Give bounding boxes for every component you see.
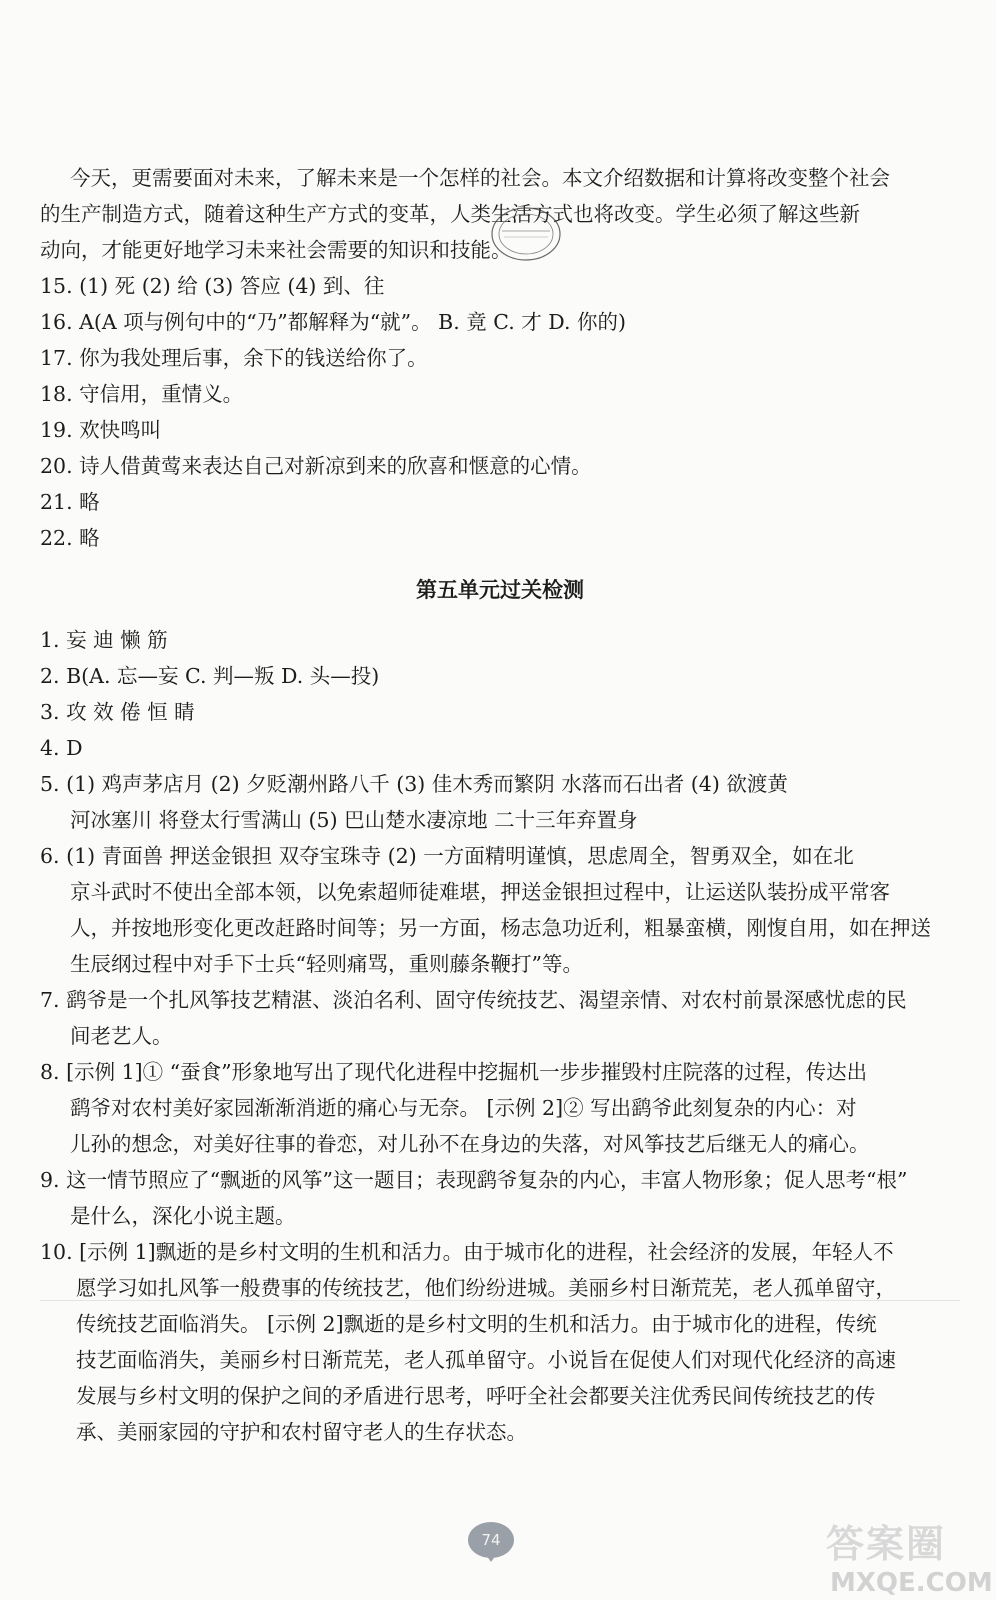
- intro-line: 的生产制造方式，随着这种生产方式的变革，人类生活方式也将改变。学生必须了解这些新: [40, 202, 860, 226]
- answer-item-q5: 5. (1) 鸡声茅店月 (2) 夕贬潮州路八千 (3) 佳木秀而繁阴 水落而石出者 (4) 欲渡黄: [40, 772, 788, 796]
- intro-line: 动向，才能更好地学习未来社会需要的知识和技能。: [40, 238, 512, 262]
- answer-item: 20. 诗人借黄莺来表达自己对新凉到来的欣喜和惬意的心情。: [40, 454, 592, 478]
- answer-item-q6-cont: 人，并按地形变化更改赶路时间等；另一方面，杨志急功近利，粗暴蛮横，刚愎自用，如在押送: [70, 916, 931, 940]
- scan-artifact-line: [40, 1300, 960, 1301]
- answer-item-q10-cont: 传统技艺面临消失。 [示例 2]飘逝的是乡村文明的生机和活力。由于城市化的进程，传统: [76, 1312, 877, 1336]
- answer-item: 4. D: [40, 736, 83, 760]
- answer-item: 2. B(A. 忘—妄 C. 判—叛 D. 头—投): [40, 664, 380, 688]
- answer-item-q10-cont: 承、美丽家园的守护和农村留守老人的生存状态。: [76, 1420, 527, 1444]
- section-title: 第五单元过关检测: [416, 577, 584, 602]
- site-watermark: [826, 1520, 993, 1600]
- answer-item-q10-cont: 发展与乡村文明的保护之间的矛盾进行思考，呼吁全社会都要关注优秀民间传统技艺的传: [76, 1384, 876, 1408]
- answers-list-part1: [40, 268, 960, 556]
- page-number-badge: [468, 1522, 516, 1562]
- answer-item: 17. 你为我处理后事，余下的钱送给你了。: [40, 346, 428, 370]
- answer-item: 18. 守信用，重情义。: [40, 382, 244, 406]
- answer-item-q10: 10. [示例 1]飘逝的是乡村文明的生机和活力。由于城市化的进程，社会经济的发展，年轻人不: [40, 1240, 894, 1264]
- answer-item-q6-cont: 生辰纲过程中对手下士兵“轻则痛骂，重则藤条鞭打”等。: [70, 952, 583, 976]
- answer-item-q7-cont: 间老艺人。: [70, 1024, 173, 1048]
- answer-item-q10-cont: 技艺面临消失，美丽乡村日渐荒芜，老人孤单留守。小说旨在促使人们对现代化经济的高速: [76, 1348, 896, 1372]
- answer-item: 16. A(A 项与例句中的“乃”都解释为“就”。 B. 竟 C. 才 D. 你的): [40, 310, 627, 334]
- page-content: [40, 160, 960, 1450]
- watermark-url: MXQE.COM: [830, 1568, 993, 1598]
- answer-item-q9: 9. 这一情节照应了“飘逝的风筝”这一题目；表现鹞爷复杂的内心，丰富人物形象；促人思考“根”: [40, 1168, 908, 1192]
- answer-item: 3. 攻 效 倦 恒 睛: [40, 700, 195, 724]
- answer-item-q8-cont: 鹞爷对农村美好家园渐渐消逝的痛心与无奈。 [示例 2]② 写出鹞爷此刻复杂的内心：对: [70, 1096, 857, 1120]
- page-number: 74: [481, 1531, 501, 1549]
- answer-item-q7: 7. 鹞爷是一个扎风筝技艺精湛、淡泊名利、固守传统技艺、渴望亲情、对农村前景深感忧虑的民: [40, 988, 907, 1012]
- answer-item: 19. 欢快鸣叫: [40, 418, 162, 442]
- answer-item-q10-cont: 愿学习如扎风筝一般费事的传统技艺，他们纷纷进城。美丽乡村日渐荒芜，老人孤单留守，: [76, 1276, 896, 1300]
- answer-item: 21. 略: [40, 490, 100, 514]
- answer-item: 15. (1) 死 (2) 给 (3) 答应 (4) 到、往: [40, 274, 385, 298]
- stamp-mark-icon: [488, 203, 564, 265]
- answers-list-part2: [40, 622, 960, 1450]
- answer-item-q8: 8. [示例 1]① “蚕食”形象地写出了现代化进程中挖掘机一步步摧毁村庄院落的过程，传达出: [40, 1060, 868, 1084]
- answer-item: 22. 略: [40, 526, 100, 550]
- answer-item-q5-cont: 河冰塞川 将登太行雪满山 (5) 巴山楚水凄凉地 二十三年弃置身: [70, 808, 638, 832]
- answer-item: 1. 妄 迪 懒 筋: [40, 628, 168, 652]
- watermark-logo: 答案圈: [826, 1522, 947, 1566]
- intro-line: 今天，更需要面对未来，了解未来是一个怎样的社会。本文介绍数据和计算将改变整个社会: [70, 166, 890, 190]
- answer-item-q6: 6. (1) 青面兽 押送金银担 双夺宝珠寺 (2) 一方面精明谨慎，思虑周全，智勇双全，如在北: [40, 844, 854, 868]
- answer-item-q8-cont: 儿孙的想念，对美好往事的眷恋，对儿孙不在身边的失落，对风筝技艺后继无人的痛心。: [70, 1132, 870, 1156]
- answer-item-q9-cont: 是什么，深化小说主题。: [70, 1204, 296, 1228]
- answer-item-q6-cont: 京斗武时不使出全部本领，以免索超师徒难堪，押送金银担过程中，让运送队装扮成平常客: [70, 880, 890, 904]
